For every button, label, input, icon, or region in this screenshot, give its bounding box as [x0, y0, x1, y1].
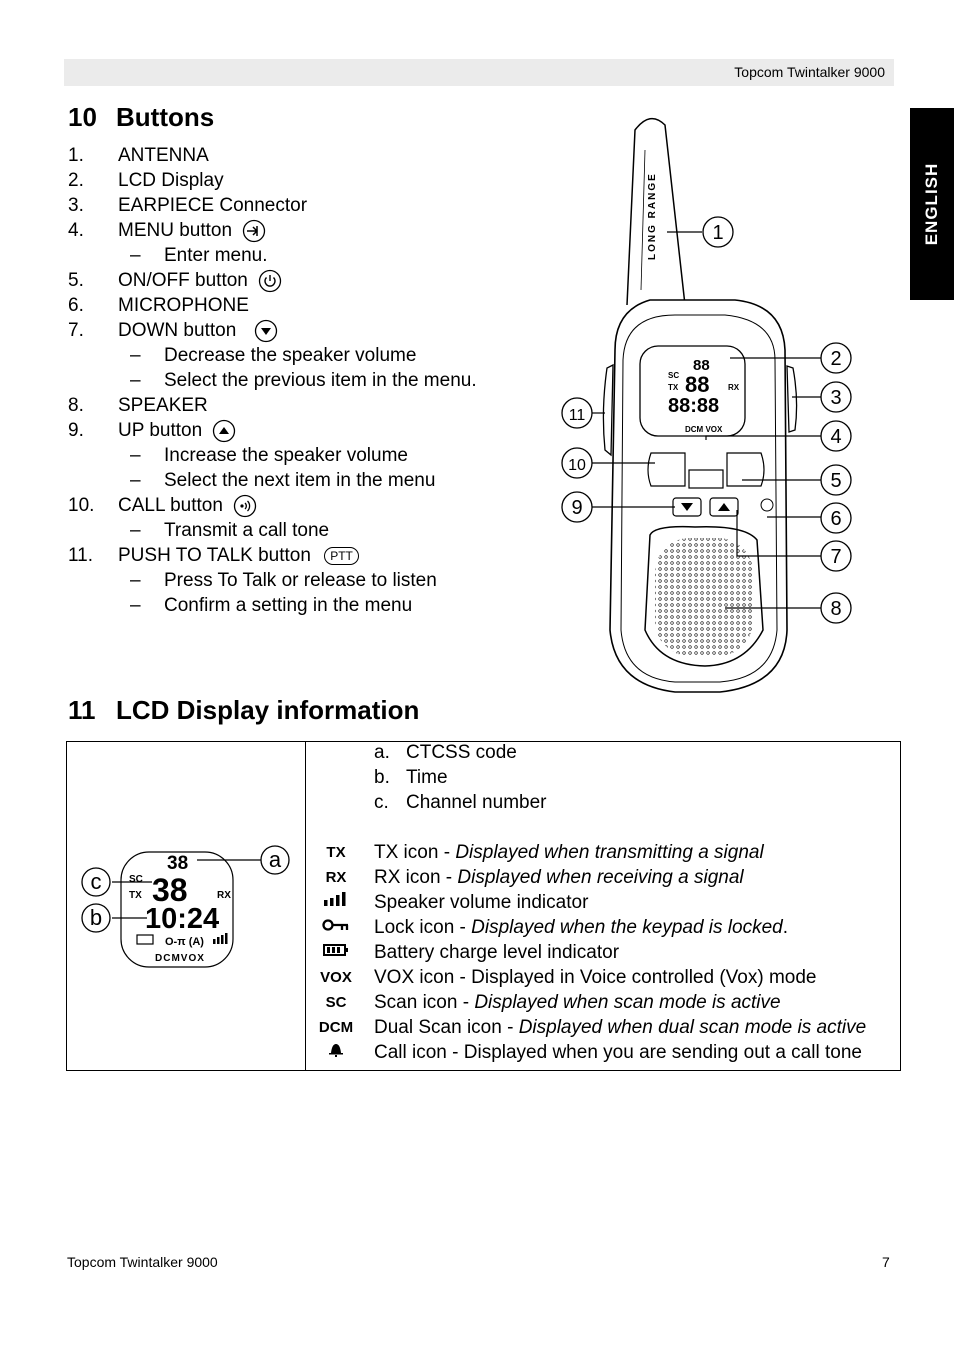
- section-number: 10: [68, 102, 97, 132]
- list-subitem: – Enter menu.: [130, 245, 268, 266]
- list-item: 10. CALL button: [68, 493, 477, 518]
- down-arrow-icon: [254, 319, 278, 343]
- list-subitem: – Confirm a setting in the menu: [130, 595, 413, 616]
- footer-title: Topcom Twintalker 9000: [67, 1254, 218, 1270]
- tx-icon: TX: [326, 844, 346, 861]
- lcd-time: 88:88: [668, 395, 720, 417]
- callout-a: a: [268, 847, 282, 872]
- lcd-bottom-text: DCM VOX: [685, 425, 723, 434]
- lcd-sc: SC: [668, 371, 680, 380]
- list-subitem: – Select the previous item in the menu.: [130, 370, 477, 391]
- list-subitem: – Select the next item in the menu: [130, 470, 436, 491]
- callout-11: 11: [568, 407, 586, 424]
- scan-icon: SC: [325, 994, 347, 1011]
- list-subitem: – Increase the speaker volume: [130, 445, 408, 466]
- section-heading-lcd: [68, 695, 419, 726]
- list-item: 4. MENU button: [68, 218, 477, 243]
- key-icon: [316, 915, 356, 940]
- list-item: 6. MICROPHONE: [68, 295, 249, 316]
- callout-6: 6: [830, 508, 842, 530]
- call-icon: [233, 494, 257, 518]
- lcd-rx: RX: [217, 890, 231, 901]
- section-title: LCD Display information: [116, 695, 420, 725]
- power-icon: [258, 269, 282, 293]
- list-item: 3. EARPIECE Connector: [68, 195, 308, 216]
- language-tab: [910, 108, 954, 300]
- battery-icon: [316, 940, 356, 965]
- lcd-tx: TX: [129, 890, 142, 901]
- list-subitem: – Decrease the speaker volume: [130, 345, 417, 366]
- running-header: [64, 59, 894, 86]
- lcd-big-digits: 88: [685, 372, 710, 397]
- dual-scan-icon: DCM: [318, 1019, 354, 1036]
- buttons-list: [68, 143, 477, 618]
- lcd-info-table: [66, 741, 901, 1071]
- lcd-time: 10:24: [145, 903, 220, 935]
- callout-2: 2: [830, 348, 842, 370]
- section-number: 11: [68, 695, 96, 725]
- callout-7: 7: [830, 546, 842, 568]
- section-title: Buttons: [116, 102, 215, 132]
- lcd-tx: TX: [668, 383, 679, 392]
- callout-4: 4: [830, 426, 842, 448]
- running-title: Topcom Twintalker 9000: [734, 64, 885, 80]
- lcd-figure-cell: [67, 742, 306, 1071]
- list-item: 2. LCD Display: [68, 170, 224, 191]
- callout-1: 1: [712, 222, 724, 244]
- list-item: 8. SPEAKER: [68, 395, 208, 416]
- lcd-diagram: [67, 742, 305, 1072]
- lcd-sc: SC: [129, 874, 143, 885]
- list-subitem: – Transmit a call tone: [130, 520, 330, 541]
- lcd-small-digits: 38: [167, 853, 189, 874]
- callout-10: 10: [568, 457, 586, 474]
- lcd-rx: RX: [728, 383, 740, 392]
- callout-b: b: [89, 905, 103, 930]
- antenna-text: LONG RANGE: [647, 172, 658, 260]
- svg-text:O‑π (A): O‑π (A): [165, 936, 204, 948]
- menu-enter-icon: [242, 219, 266, 243]
- walkie-talkie-diagram: [555, 110, 855, 700]
- ptt-icon: PTT: [324, 547, 359, 565]
- lcd-small-digits: 88: [693, 357, 710, 374]
- bell-icon: [316, 1040, 356, 1065]
- list-subitem: – Press To Talk or release to listen: [130, 570, 437, 591]
- list-item: 9. UP button: [68, 418, 477, 443]
- callout-c: c: [90, 869, 102, 894]
- page-number: 7: [882, 1254, 890, 1270]
- section-heading-buttons: [68, 102, 214, 133]
- language-label: ENGLISH: [922, 162, 941, 246]
- lcd-big-digits: 38: [152, 872, 188, 908]
- lcd-bottom-text: DCMVOX: [155, 953, 205, 964]
- list-item: 7. DOWN button: [68, 318, 477, 343]
- list-item: 5. ON/OFF button: [68, 268, 477, 293]
- callout-9: 9: [571, 497, 583, 519]
- up-arrow-icon: [212, 419, 236, 443]
- list-item: 11. PUSH TO TALK button PTT: [68, 543, 477, 568]
- callout-8: 8: [830, 598, 842, 620]
- volume-bars-icon: [316, 890, 356, 915]
- lcd-legend-cell: a. CTCSS code b. Time c. Channel number TX TX icon - Displayed when transmitting a signal RX RX icon - Displayed when receiving a signal Speaker volume indicator Lock icon - Displayed when the keypad is locked. Battery charge level indicator VOX VOX icon - Displayed in Voice controlled (Vox) mode SC Scan icon - Displayed when scan mode is active DCM Dual Scan icon - Displayed when dual scan mode is active Call icon - Displayed when you are sending out a call tone: [306, 742, 901, 1071]
- callout-3: 3: [830, 387, 842, 409]
- callout-5: 5: [830, 470, 842, 492]
- vox-icon: VOX: [320, 969, 352, 986]
- rx-icon: RX: [325, 869, 347, 886]
- list-item: 1. ANTENNA: [68, 145, 209, 166]
